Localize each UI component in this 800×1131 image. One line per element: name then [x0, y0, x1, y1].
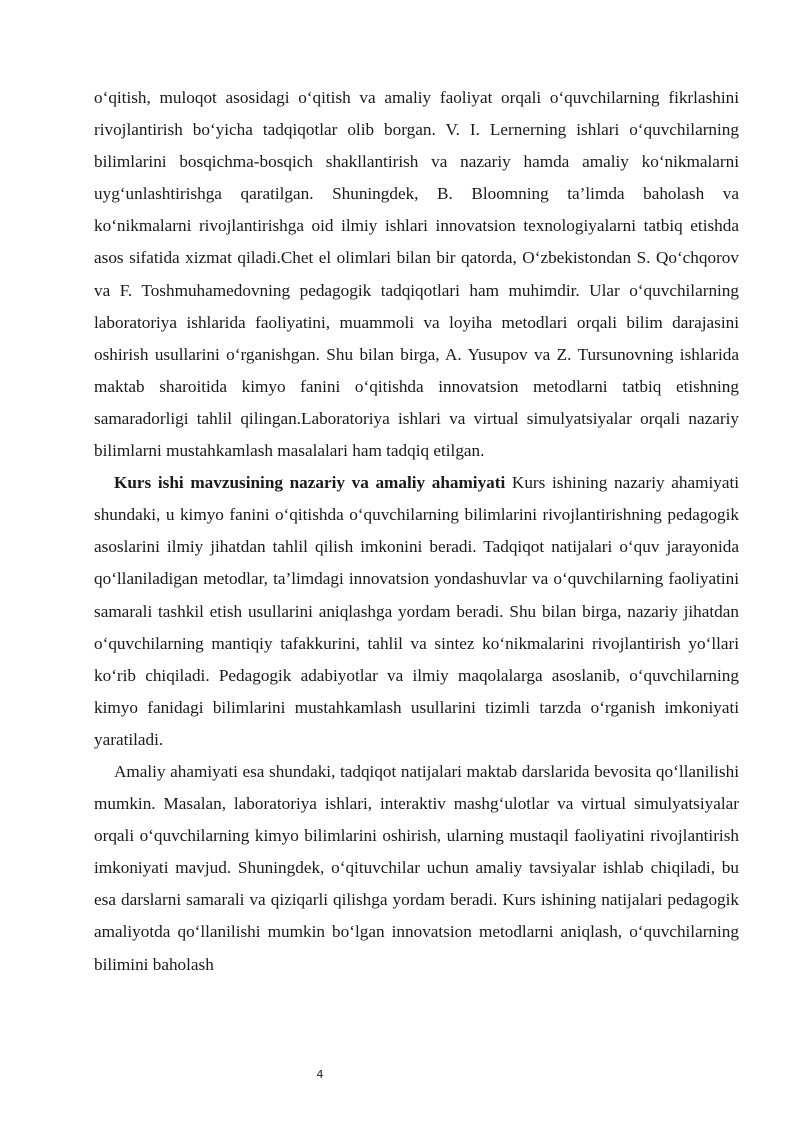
- paragraph-3-text: Amaliy ahamiyati esa shundaki, tadqiqot natijalari maktab darslarida bevosita qo‘llanilishi mumkin. Masalan, laboratoriya ishlari, interaktiv mashg‘ulotlar va virtual simulyatsiyalar orqali o‘quvchilarning kimyo bilimlarini oshirish, ularning mustaqil faoliyatini rivojlantirish imkoniyati mavjud. Shuningdek, o‘qituvchilar uchun amaliy tavsiyalar ishlab chiqiladi, bu esa darslarni samarali va qiziqarli qilishga yordam beradi. Kurs ishining natijalari pedagogik amaliyotda qo‘llanilishi mumkin bo‘lgan innovatsion metodlarni aniqlash, o‘quvchilarning bilimini baholash: [94, 761, 739, 974]
- paragraph-3: [94, 756, 739, 981]
- section-heading-inline: Kurs ishi mavzusining nazariy va amaliy ahamiyati: [114, 473, 506, 493]
- paragraph-1-text: o‘qitish, muloqot asosidagi o‘qitish va amaliy faoliyat orqali o‘quvchilarning fikrlashini rivojlantirish bo‘yicha tadqiqotlar olib borgan. V. I. Lernerning ishlari o‘quvchilarning bilimlarini bosqichma-bosqich shakllantirish va nazariy hamda amaliy ko‘nikmalarni uyg‘unlashtirishga qaratilgan. Shuningdek, B. Bloomning ta’limda baholash va ko‘nikmalarni rivojlantirishga oid ilmiy ishlari innovatsion texnologiyalarni tatbiq etishda asos sifatida xizmat qiladi.Chet el olimlari bilan bir qatorda, O‘zbekistondan S. Qo‘chqorov va F. Toshmuhamedovning pedagogik tadqiqotlari ham muhimdir. Ular o‘quvchilarning laboratoriya ishlarida faoliyatini, muammoli va loyiha metodlari orqali bilim darajasini oshirish usullarini o‘rganishgan. Shu bilan birga, A. Yusupov va Z. Tursunovning ishlarida maktab sharoitida kimyo fanini o‘qitishda innovatsion metodlarni tatbiq etishning samaradorligi tahlil qilingan.Laboratoriya ishlari va virtual simulyatsiyalar orqali nazariy bilimlarni mustahkamlash masalalari ham tadqiq etilgan.: [94, 88, 739, 461]
- paragraph-2: [94, 467, 739, 756]
- paragraph-2-text: Kurs ishining nazariy ahamiyati shundaki, u kimyo fanini o‘qitishda o‘quvchilarning bilimlarini rivojlantirishning pedagogik asoslarini ilmiy jihatdan tahlil qilish imkonini beradi. Tadqiqot natijalari o‘quv jarayonida qo‘llaniladigan metodlar, ta’limdagi innovatsion yondashuvlar va o‘quvchilarning faoliyatini samarali tashkil etish usullarini aniqlashga yordam beradi. Shu bilan birga, nazariy jihatdan o‘quvchilarning mantiqiy tafakkurini, tahlil va sintez ko‘nikmalarini rivojlantirish yo‘llari ko‘rib chiqiladi. Pedagogik adabiyotlar va ilmiy maqolalarga asoslanib, o‘quvchilarning kimyo fanidagi bilimlarini mustahkamlash usullarini tizimli tarzda o‘rganish imkoniyati yaratiladi.: [94, 473, 739, 749]
- paragraph-1: [94, 82, 739, 467]
- page-number: 4: [316, 1068, 324, 1081]
- body-text: [94, 82, 739, 981]
